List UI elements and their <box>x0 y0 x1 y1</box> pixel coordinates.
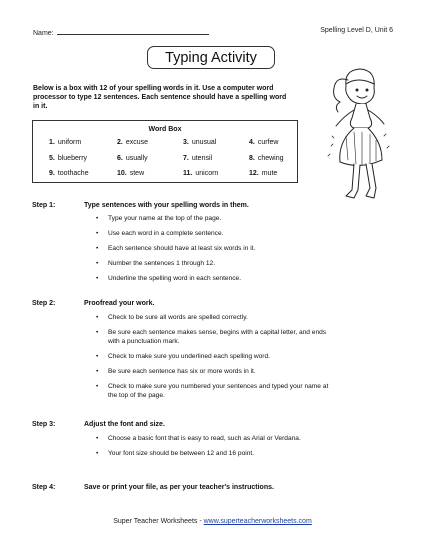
step-3-label: Step 3: <box>32 421 56 428</box>
name-field[interactable] <box>33 27 209 37</box>
word-box-title: Word Box <box>148 126 182 133</box>
list-item: • Be sure each sentence has six or more words in it. <box>96 367 336 376</box>
name-label: Name: <box>33 30 54 37</box>
word-item: 7. utensil <box>183 155 213 162</box>
step-1-label: Step 1: <box>32 202 56 209</box>
list-item: • Your font size should be between 12 and 16 point. <box>96 449 336 458</box>
step-4-label: Step 4: <box>32 484 56 491</box>
list-item: • Use each word in a complete sentence. <box>96 229 336 238</box>
list-item: • Type your name at the top of the page. <box>96 214 336 223</box>
word-item: 9. toothache <box>49 170 89 177</box>
list-item: • Number the sentences 1 through 12. <box>96 259 336 268</box>
word-item: 11. unicorn <box>183 170 219 177</box>
word-item: 10. stew <box>117 170 145 177</box>
level-label: Spelling Level D, Unit 6 <box>320 27 393 34</box>
list-item: • Underline the spelling word in each sentence. <box>96 274 336 283</box>
footer-link[interactable]: www.superteacherworksheets.com <box>203 518 312 525</box>
name-line[interactable] <box>57 27 209 35</box>
list-item: • Check to be sure all words are spelled correctly. <box>96 313 336 322</box>
list-item: • Choose a basic font that is easy to read, such as Arial or Verdana. <box>96 434 336 443</box>
girl-illustration <box>324 66 396 208</box>
word-item: 12. mute <box>249 170 278 177</box>
word-box <box>32 120 298 183</box>
word-item: 8. chewing <box>249 155 284 162</box>
step-4-heading: Save or print your file, as per your teacher's instructions. <box>84 484 274 491</box>
intro-text: Below is a box with 12 of your spelling words in it. Use a computer word processor to type 12 sentences. Each sentence should have a spelling word in it. <box>33 85 287 111</box>
step-2-heading: Proofread your work. <box>84 300 155 307</box>
word-item: 1. uniform <box>49 139 82 146</box>
list-item: • Check to make sure you numbered your sentences and typed your name at the top of the page. <box>96 382 336 400</box>
step-1-heading: Type sentences with your spelling words in them. <box>84 202 249 209</box>
list-item: • Check to make sure you underlined each spelling word. <box>96 352 336 361</box>
list-item: • Each sentence should have at least six words in it. <box>96 244 336 253</box>
word-item: 4. curfew <box>249 139 279 146</box>
word-item: 3. unusual <box>183 139 217 146</box>
list-item: • Be sure each sentence makes sense, begins with a capital letter, and ends with a punctuation mark. <box>96 328 336 346</box>
step-3-list <box>96 434 336 464</box>
footer <box>0 518 425 525</box>
step-2-list <box>96 313 336 406</box>
footer-text: Super Teacher Worksheets - <box>113 518 204 525</box>
page-title: Typing Activity <box>147 46 275 69</box>
word-item: 2. excuse <box>117 139 149 146</box>
step-2-label: Step 2: <box>32 300 56 307</box>
word-item: 5. blueberry <box>49 155 88 162</box>
step-3-heading: Adjust the font and size. <box>84 421 165 428</box>
word-item: 6. usually <box>117 155 148 162</box>
step-1-list <box>96 214 336 289</box>
